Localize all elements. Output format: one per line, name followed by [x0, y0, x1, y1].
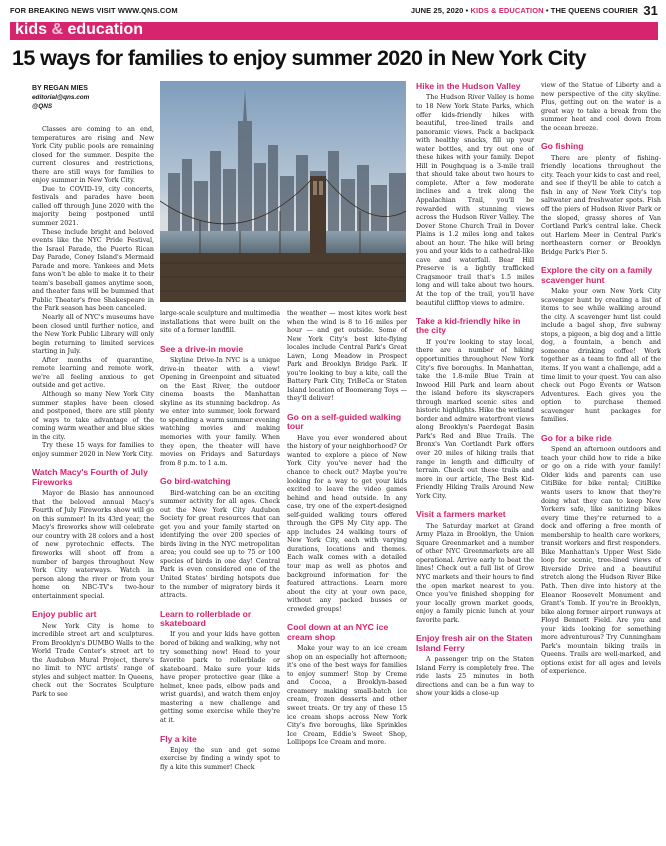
paper-name: • THE QUEENS COURIER [545, 6, 638, 15]
section-banner [10, 22, 658, 40]
paragraph-staten-island-ferry: A passenger trip on the Staten Island Ferry is completely free. The ride lasts 25 minutes in both directions and can be a fun way to show your kids a close-up [416, 656, 534, 698]
paragraph-fishing: There are plenty of fishing-friendly locations throughout the city. Teach your kids to cast and reel, and see if they'll be able to catch a fish in any of New York City's top saltwater and freshwater spots. Fish off the piers of Hudson River Park or the sloped, grassy shores of Van Cortland Park's central lake. Check out Harlem Meer in Central Park's northeastern corner or Brooklyn Bridge Park's Pier 5. [541, 154, 661, 256]
paragraph-kite-continued: the weather — most kites work best when the wind is 8 to 16 miles per hour — and get outside. Some of New York City's best kite-flying locales include Central Park's Great Lawn, Long Meadow in Prospect Park and Brooklyn Bridge Park. If you're looking to buy a kite, call the Battery Park City, TriBeCa or Staten Island location of Boomerang Toys — they'll deliver! [287, 310, 407, 403]
paragraph-rollerblade: If you and your kids have gotten bored of biking and walking, why not try something new! Head to your favorite park to rollerblade or skateboard. Make sure your kids have proper protective gear (like a helmet, knee pads, elbow pads and wrist guards), and watch them enjoy mastering a new challenge and getting some exercise while they're at it. [160, 631, 280, 724]
paragraph-public-art-continued: large-scale sculpture and multimedia installations that were built on the site of a former landfill. [160, 310, 280, 335]
article-column-3 [287, 310, 407, 748]
subhead-hudson-valley: Hike in the Hudson Valley [416, 81, 521, 91]
paragraph-drive-in: Skyline Drive-In NYC is a unique drive-in theater with a view! Opening in Greenpoint and situated on the East River, the outdoor cinema boasts the Manhattan skyline as its stunning backdrop. As we enter into summer, look forward to spending a warm summer evening watching movies and making memories with your family. When they open, the theater will have movies on Fridays and Saturdays from 8 p.m. to 1 a.m. [160, 357, 280, 467]
paragraph-walking-tour: Have you ever wondered about the history of your neighborhood? Or wanted to explore a piece of New York City you've never had the chance to check out? Maybe you're looking for a way to get your kids excited to leave the video games behind and head outside. In any case, try one of the expert-designed self-guided walking tours offered through the GPS My City app. The app includes 24 walking tours of New York City, each with varying durations, locations and themes. Each walk comes with a detailed tour map as well as photos and background information for the featured attractions. Learn more about the city at your own pace, without any packed busses or crowded groups! [287, 434, 407, 613]
article-column-4 [416, 82, 534, 699]
paragraph-city-hike: If you're looking to stay local, there are a number of hiking opportunities throughout New York City's five boroughs. In Manhattan, take the 1.8-mile Blue Train at Inwood Hill Park and learn about the island before its skyscrapers through marked scenic sites and historic highlights. Hike the wetland border and admire waterfront views along Brooklyn's Paerdegat Basin Park's Red and Blue Trails. The Bronx's Van Cortlandt Park offers over 20 miles of hiking trails that range in length and difficulty of terrain. Check out these trails and more in our article, The Best Kid-Friendly Hiking Trails Around New York City. [416, 338, 534, 500]
paragraph-fireworks: Mayor de Blasio has announced that the beloved annual Macy's Fourth of July Fireworks show will go on this summer! In its 43rd year, the Macy's fireworks show will celebrate our country with 28 colors and a host of new pyrotechnic effects. The fireworks will shoot off from a number of barges throughout New York City waterways. Watch in person along the river or from your home on NBC-TV's two-hour entertainment special. [32, 490, 154, 600]
section-amp: & [51, 21, 64, 38]
subhead-walking-tour: Go on a self-guided walking tour [287, 412, 402, 432]
intro-paragraph-2: Due to COVID-19, city concerts, festivals and parades have been called off through June 2020 with the majority being postponed until summer 2021. [32, 185, 154, 228]
paragraph-farmers-market: The Saturday market at Grand Army Plaza in Brooklyn, the Union Square Greenmarket and a number of other NYC Greenmarkets are all operational. Arrive early to beat the lines! Check out a full list of Grow NYC markets and their hours to find the open market nearest to you. Once you've finished shopping for your locally grown market goods, enjoy a family picnic lunch at your favorite park. [416, 522, 534, 624]
author-email[interactable]: editorial@qns.com [32, 94, 90, 101]
subhead-staten-island-ferry: Enjoy fresh air on the Staten Island Ferry [416, 633, 533, 653]
author: BY REGAN MIES [32, 85, 88, 92]
subhead-fireworks: Watch Macy's Fourth of July Fireworks [32, 467, 148, 487]
breaking-news-url[interactable]: FOR BREAKING NEWS VISIT WWW.QNS.COM [10, 6, 178, 15]
intro-paragraph-5: After months of quarantine, remote learning and remote work, we're all feeling anxious to get outside and get active. [32, 356, 154, 390]
subhead-bird-watching: Go bird-watching [160, 476, 231, 487]
header-right [411, 6, 638, 15]
page-number: 31 [643, 3, 658, 18]
paragraph-ice-cream: Make your way to an ice cream shop on an especially hot afternoon; it's one of the best ways for families to enjoy summer! Stop by Creme and Cocoa, a Brooklyn-based creamery making small-batch ice cream, frozen desserts and other sweet treats. Or try any of these 15 ice cream shops across New York City's five boroughs, like Sprinkles Ice Cream, Eddie's Sweet Shop, Lollipops Ice Cream and more. [287, 645, 407, 747]
intro-paragraph-3: These include bright and beloved events like the NYC Pride Festival, the Israel Parade, the Puerto Rican Day Parade, Coney Island's Mermaid Parade and more. Yankees and Mets fans won't be able to make it to their team's baseball games anytime soon, and theater fans will be bummed that Public Theater's free Shakespeare in the Park season has been canceled. [32, 228, 154, 313]
paragraph-ferry-continued: view of the Statue of Liberty and a new perspective of the city skyline. Plus, getting out on the water is a great way to take a break from the summer heat and cool down from the ocean breeze. [541, 82, 661, 132]
paragraph-bike-ride: Spend an afternoon outdoors and teach your child how to ride a bike or go on a ride with your family! Older kids and parents can use CitiBike for bike rental; CitiBike wants users to know that they're doing what they can to keep New Yorkers safe, like sanitizing bikes every time they're returned to a dock and offering a free month of membership to health care workers, transit workers and first responders. Bike Manhattan's Upper West Side loop for scenic, tree-lined views of Riverside Drive and a beautiful stretch along the Hudson River Bike Path. Then dive into history at the Eleanor Roosevelt Monument and Grant's Tomb. If you're in Brooklyn, bike along former airport runways at Floyd Bennett Field. Are you and your kids looking for something more adventurous? Try Cunningham Park's mountain biking trails in Queens. Trails are well-marked, and options exist for all ages and levels of experience. [541, 446, 661, 676]
article-column-2 [160, 310, 280, 773]
subhead-city-hike: Take a kid-friendly hike in the city [416, 316, 521, 336]
paragraph-kite: Enjoy the sun and get some exercise by finding a windy spot to fly a kite this summer! Check [160, 746, 280, 771]
section-banner-label [15, 21, 143, 39]
intro-paragraph-6: Although so many New York City summer staples have been closed and postponed, there are still plenty of ways to take advantage of the coming warm weather and blue skies in the city. [32, 390, 154, 441]
article-column-1 [32, 126, 154, 700]
intro-paragraph-7: Try these 15 ways for families to enjoy summer 2020 in New York City. [32, 442, 154, 458]
paragraph-public-art: New York City is home to incredible street art and sculptures. From Brooklyn's DUMBO Walls to the World Trade Center's street art to the Audubon Mural Project, there's no limit to NYC artists' range of styles and subject matter. In Queens, check out the Socrates Sculpture Park to see [32, 622, 154, 699]
paragraph-bird-watching: Bird-watching can be an exciting summer activity for all ages. Check out the New York City Audubon Society for great resources that can get you and your family started on identifying the over 200 species of birds living in the NYC metropolitan area; you could see up to 75 or 100 species of birds in one day! Central Park is even considered one of the United States' birding hotspots due to the number of migratory birds it attracts. [160, 489, 280, 600]
skyline-bridge-illustration [160, 81, 406, 302]
section-name: KIDS & EDUCATION [470, 6, 544, 15]
section-word-kids: kids [15, 21, 48, 38]
subhead-drive-in: See a drive-in movie [160, 343, 244, 354]
article-headline: 15 ways for families to enjoy summer 2020 in New York City [12, 46, 586, 70]
subhead-scavenger-hunt: Explore the city on a family scavenger hunt [541, 265, 653, 285]
author-handle: @QNS [32, 103, 53, 110]
subhead-rollerblade: Learn to rollerblade or skateboard [160, 608, 252, 629]
byline [32, 84, 152, 111]
issue-date: JUNE 25, 2020 • [410, 6, 469, 15]
subhead-public-art: Enjoy public art [32, 609, 97, 620]
subhead-farmers-market: Visit a farmers market [416, 509, 506, 520]
subhead-bike-ride: Go for a bike ride [541, 432, 612, 443]
subhead-ice-cream: Cool down at an NYC ice cream shop [287, 622, 389, 642]
paragraph-scavenger-hunt: Make your own New York City scavenger hunt by creating a list of items to see while walking around the city. A scavenger hunt list could include a bagel shop, five subway stops, a pigeon, a big dog and a little dog, a fountain, a bench and someone drinking coffee! Work together as a team to find all of the items. If you want a challenge, add a time limit to your quest. You can also check out Pogo Events or Watson Adventures. Each gives you the option to purchase themed scavenger hunt packages for families. [541, 288, 661, 424]
paragraph-hudson-valley: The Hudson River Valley is home to 18 New York State Parks, which offer kids-friendly hikes with beautiful, tree-lined trails and panoramic views. Pack a backpack with healthy snacks, fill up your water bottles, and try out one of these hikes with your family. Depot Hill in Poughquag is a 3-mile trail that should take about two hours to complete. After a few moderate inclines and a trek along the Appalachian Trail, you'll be rewarded with stunning views across the Hudson River Valley. The Dover Stone Church Trail in Dover Plains is 1.2 miles long and takes about an hour. The hike will bring you and your kids to a cathedral-like cave and waterfall. Bear Hill Preserve is a lightly trafficked Cragsmoor trail that's 1.5 miles long and will take about two hours. At the top of the trail, you'll have beautiful clifftop views to admire. [416, 94, 534, 307]
page-header [10, 3, 658, 18]
manhattan-skyline-photo [160, 81, 406, 302]
subhead-fishing: Go fishing [541, 141, 584, 152]
intro-paragraph-1: Classes are coming to an end, temperatures are rising and New York City public pools are remaining closed for the summer. Despite the current closures and restrictions, there are still ways for families to enjoy summer in New York City. [32, 126, 154, 185]
section-word-education: education [67, 21, 144, 38]
subhead-kite: Fly a kite [160, 733, 197, 744]
intro-paragraph-4: Nearly all of NYC's museums have been closed until further notice, and the New York Public Library will only begin returning to limited services starting in July. [32, 314, 154, 356]
article-column-5 [541, 82, 661, 677]
